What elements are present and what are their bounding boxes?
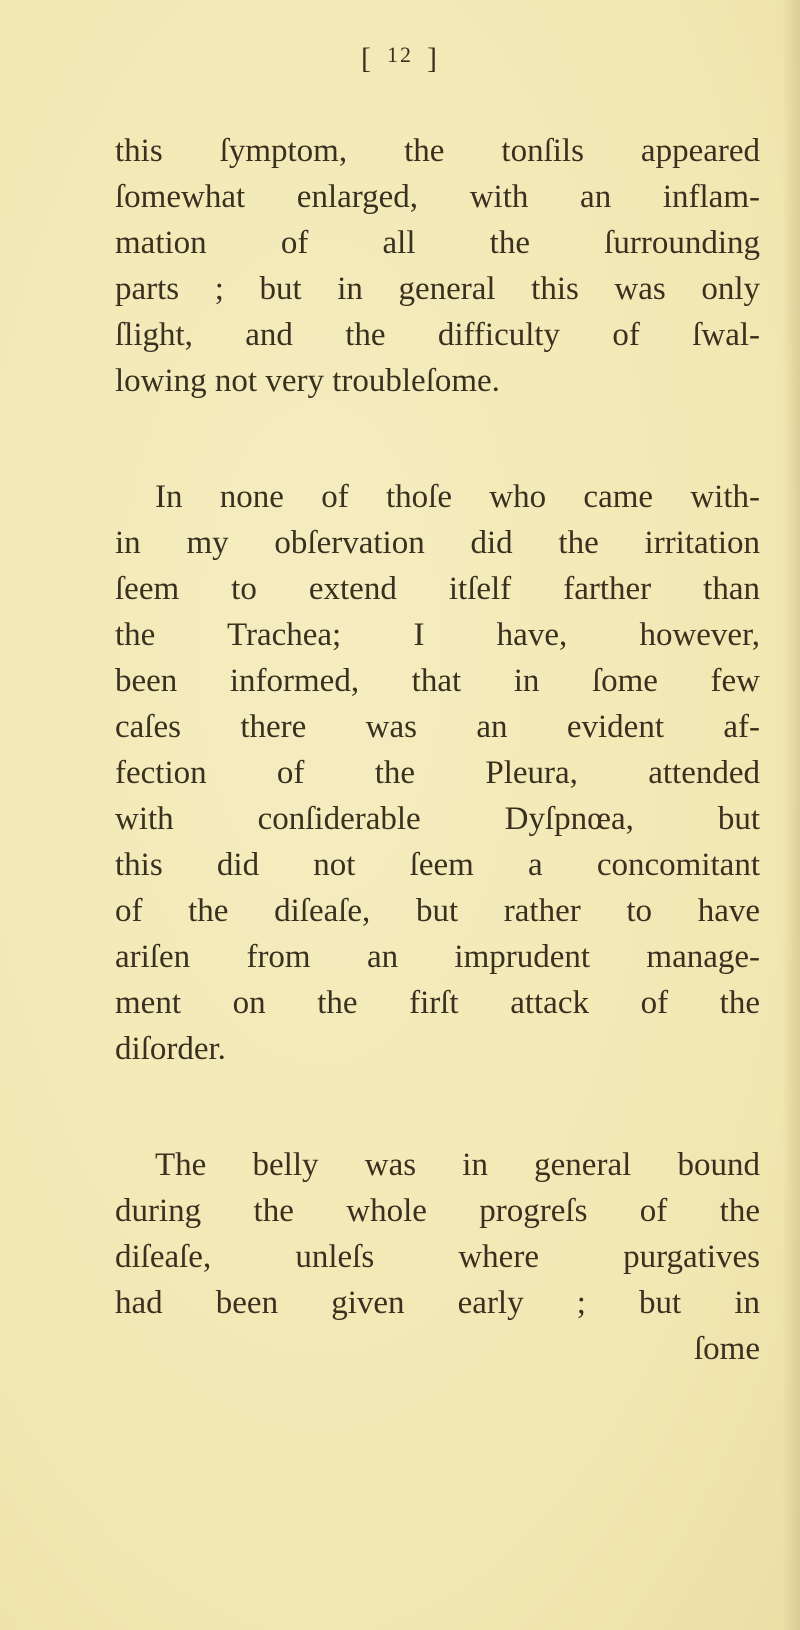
text-line: of the diſeaſe, but rather to have (115, 893, 760, 929)
text-line: lowing not very troubleſome. (115, 363, 500, 399)
text-line: this did not ſeem a concomitant (115, 847, 760, 883)
text-line: ariſen from an imprudent manage- (115, 939, 760, 975)
text-line: The belly was in general bound (155, 1147, 760, 1183)
text-line: during the whole progreſs of the (115, 1193, 760, 1229)
paragraph-2 (115, 474, 760, 1072)
text-line: In none of thoſe who came with- (155, 479, 760, 515)
text-line: the Trachea; I have, however, (115, 617, 760, 653)
text-line: in my obſervation did the irritation (115, 525, 760, 561)
body-text (115, 128, 760, 1372)
text-line: with conſiderable Dyſpnœa, but (115, 801, 760, 837)
text-line: mation of all the ſurrounding (115, 225, 760, 261)
page-number: [ $^{12}$ ] (361, 42, 439, 75)
text-line: ſomewhat enlarged, with an inflam- (115, 179, 760, 215)
text-line: ſeem to extend itſelf farther than (115, 571, 760, 607)
paragraph-1 (115, 128, 760, 404)
catchword: ſome (694, 1331, 760, 1367)
text-line: been informed, that in ſome few (115, 663, 760, 699)
text-line: parts ; but in general this was only (115, 271, 760, 307)
paragraph-3 (115, 1142, 760, 1372)
text-line: ſlight, and the difficulty of ſwal- (115, 317, 760, 353)
text-line: this ſymptom, the tonſils appeared (115, 133, 760, 169)
text-line: caſes there was an evident af- (115, 709, 760, 745)
page-number-value: 12 (387, 42, 413, 67)
page-edge-shadow (782, 0, 800, 1630)
text-line: fection of the Pleura, attended (115, 755, 760, 791)
text-line: diſorder. (115, 1031, 226, 1067)
text-line: ment on the firſt attack of the (115, 985, 760, 1021)
text-line: diſeaſe, unleſs where purgatives (115, 1239, 760, 1275)
text-line: had been given early ; but in (115, 1285, 760, 1321)
